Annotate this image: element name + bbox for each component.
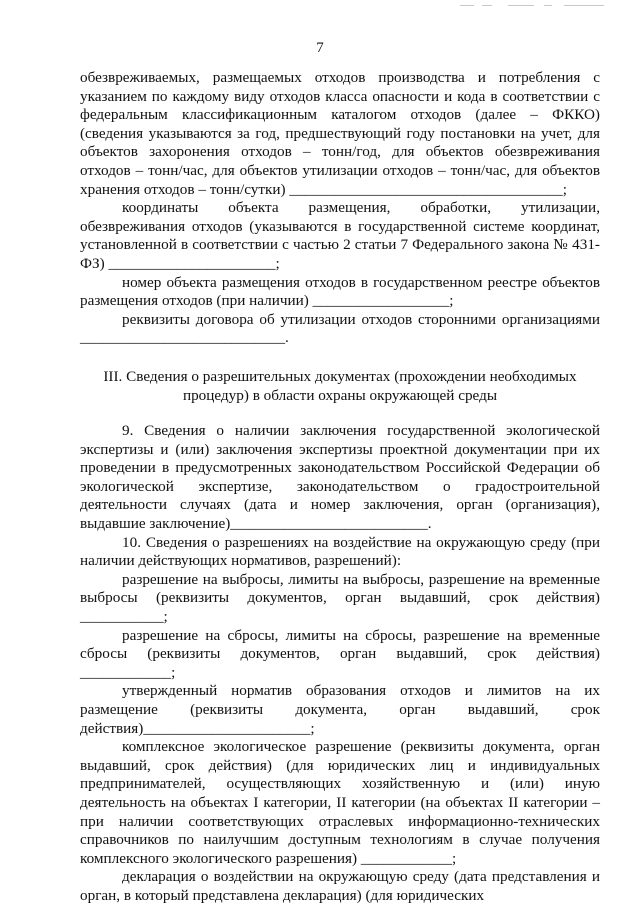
section-heading-line-2: процедур) в области охраны окружающей среды [182,386,498,404]
paragraph-disposal-contract: реквизиты договора об утилизации отходов сторонними организациями ___________________________. [80,310,600,347]
section-heading [80,368,600,405]
paragraph-waste-norm: утвержденный норматив образования отходов и лимитов на их размещение (реквизиты документа, орган выдавший, срок действия)______________________; [80,682,600,737]
paragraph-complex-permit: комплексное экологическое разрешение (реквизиты документа, орган выдавший, срок действия) (для юридических лиц и индивидуальных предпринимателей, осуществляющих хозяйственную и (или) иную деятельность на объектах I категории, II категории (на объектах II категории – при наличии соответствующих отраслевых информационно-технических справочников по наилучшим доступным технологиям в случае получения комплексного экологического разрешения) ____________; [80,738,600,867]
paragraph-impact-declaration: декларация о воздействии на окружающую среду (дата представления и орган, в который представлена декларация) (для юридических [80,868,600,904]
paragraph-emission-permit: разрешение на выбросы, лимиты на выбросы, разрешение на временные выбросы (реквизиты документов, орган выдавший, срок действия) ___________; [80,570,600,626]
scan-artifact-marks [460,2,610,8]
paragraph-item-9-expertise: 9. Сведения о наличии заключения государственной экологической экспертизы и (или) заключения экспертизы проектной документации при их проведении в предусмотренных законодательством Российской Федерации об экологической экспертизе, законодательством о градостроительной деятельности случаях (дата и номер заключения, орган (организация), выдавшие заключение)__________________________. [80,422,600,533]
section-heading-line-1: III. Сведения о разрешительных документах (прохождении необходимых [103,367,577,385]
page-number: 7 [316,40,324,56]
paragraph-item-10-permits: 10. Сведения о разрешениях на воздействие на окружающую среду (при наличии действующих нормативов, разрешений): [80,533,600,570]
paragraph-registry-number: номер объекта размещения отходов в государственном реестре объектов размещения отходов (при наличии) __________________; [80,273,600,310]
paragraph-discharge-permit: разрешение на сбросы, лимиты на сбросы, разрешение на временные сбросы (реквизиты документов, орган выдавший, срок действия) ____________; [80,626,600,681]
document-body [80,69,600,906]
paragraph-facility-coordinates: координаты объекта размещения, обработки, утилизации, обезвреживания отходов (указываются в государственной системе координат, установленной в соответствии с частью 2 статьи 7 Федерального закона № 431-ФЗ) ______________________; [80,199,600,272]
paragraph-waste-volumes: обезвреживаемых, размещаемых отходов производства и потребления с указанием по каждому виду отходов класса опасности и кода в соответствии с федеральным классификационным каталогом отходов (далее – ФККО) (сведения указываются за год, предшествующий году постановки на учет, для объектов захоронения отходов – тонн/год, для объектов обезвреживания отходов – тонн/час, для объектов утилизации отходов – тонн/час, для объектов хранения отходов – тонн/сутки) ____________________________________; [80,69,600,198]
